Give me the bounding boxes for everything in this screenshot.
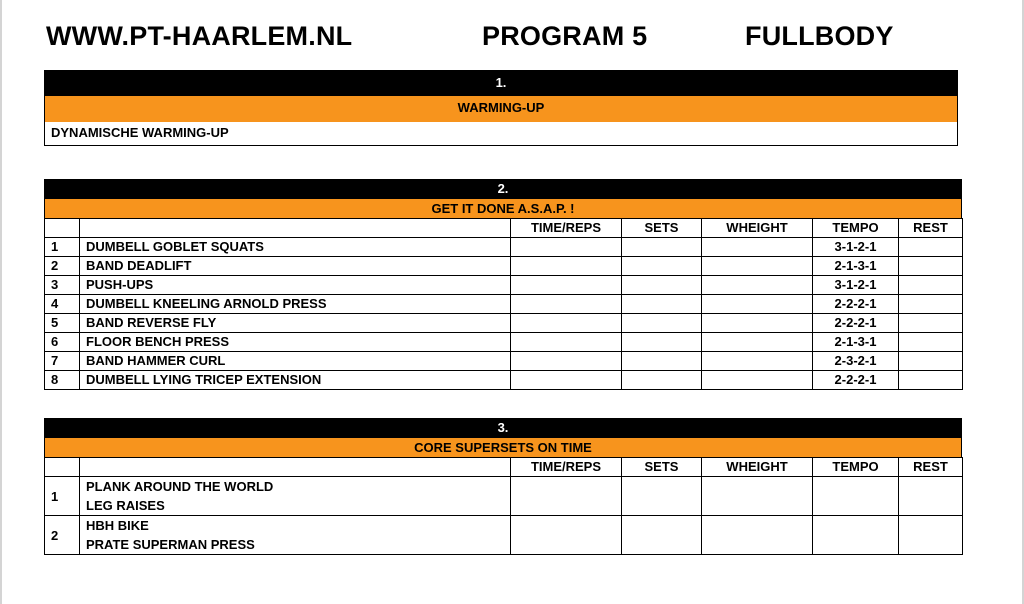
rest-cell (899, 295, 963, 314)
time-reps-cell (511, 238, 622, 257)
row-number: 2 (45, 257, 80, 276)
section-number: 2. (44, 179, 962, 199)
section-title: CORE SUPERSETS ON TIME (44, 438, 962, 457)
sets-cell (622, 314, 702, 333)
tempo-cell (813, 477, 899, 516)
rest-cell (899, 314, 963, 333)
sets-cell (622, 276, 702, 295)
weight-cell (702, 352, 813, 371)
table-row (45, 276, 963, 295)
time-reps-cell (511, 276, 622, 295)
sets-cell (622, 352, 702, 371)
table-row (45, 516, 963, 555)
row-number: 3 (45, 276, 80, 295)
sets-cell (622, 333, 702, 352)
sets-cell (622, 238, 702, 257)
header-sets: SETS (622, 219, 702, 238)
section-main-workout (44, 179, 962, 390)
rest-cell (899, 371, 963, 390)
table-row (45, 238, 963, 257)
superset-exercises (80, 477, 511, 516)
table-row (45, 477, 963, 516)
table-header-row (45, 219, 963, 238)
weight-cell (702, 257, 813, 276)
table-row (45, 333, 963, 352)
tempo-cell: 2-3-2-1 (813, 352, 899, 371)
row-number: 1 (45, 477, 80, 516)
time-reps-cell (511, 295, 622, 314)
header-cell-exercise (80, 458, 511, 477)
table-row (45, 314, 963, 333)
weight-cell (702, 238, 813, 257)
table-row (45, 257, 963, 276)
rest-cell (899, 477, 963, 516)
header-rest: REST (899, 458, 963, 477)
exercise-name: DUMBELL LYING TRICEP EXTENSION (80, 371, 511, 390)
exercise-name-b: LEG RAISES (86, 498, 165, 513)
warming-up-content: DYNAMISCHE WARMING-UP (44, 122, 958, 146)
rest-cell (899, 516, 963, 555)
row-number: 1 (45, 238, 80, 257)
sets-cell (622, 257, 702, 276)
exercise-name-a: PLANK AROUND THE WORLD (86, 479, 274, 494)
weight-cell (702, 477, 813, 516)
rest-cell (899, 276, 963, 295)
time-reps-cell (511, 333, 622, 352)
exercise-name: BAND REVERSE FLY (80, 314, 511, 333)
header-tempo: TEMPO (813, 219, 899, 238)
row-number: 4 (45, 295, 80, 314)
time-reps-cell (511, 352, 622, 371)
section-number: 1. (44, 70, 958, 96)
rest-cell (899, 238, 963, 257)
sets-cell (622, 295, 702, 314)
table-row (45, 295, 963, 314)
weight-cell (702, 314, 813, 333)
weight-cell (702, 276, 813, 295)
section-number: 3. (44, 418, 962, 438)
weight-cell (702, 371, 813, 390)
header-rest: REST (899, 219, 963, 238)
header-cell-num (45, 458, 80, 477)
exercise-name-b: PRATE SUPERMAN PRESS (86, 537, 255, 552)
exercise-name-a: HBH BIKE (86, 518, 149, 533)
tempo-cell: 2-2-2-1 (813, 371, 899, 390)
section-warming-up (44, 70, 958, 146)
header-time-reps: TIME/REPS (511, 458, 622, 477)
section-title: GET IT DONE A.S.A.P. ! (44, 199, 962, 218)
weight-cell (702, 516, 813, 555)
exercise-table (44, 218, 963, 390)
site-url: WWW.PT-HAARLEM.NL (46, 21, 353, 51)
exercise-name: BAND HAMMER CURL (80, 352, 511, 371)
header-cell-num (45, 219, 80, 238)
row-number: 6 (45, 333, 80, 352)
sets-cell (622, 516, 702, 555)
time-reps-cell (511, 477, 622, 516)
time-reps-cell (511, 516, 622, 555)
header-sets: SETS (622, 458, 702, 477)
exercise-name: DUMBELL GOBLET SQUATS (80, 238, 511, 257)
sets-cell (622, 371, 702, 390)
tempo-cell: 3-1-2-1 (813, 276, 899, 295)
program-type: FULLBODY (745, 21, 894, 51)
exercise-name: PUSH-UPS (80, 276, 511, 295)
core-table (44, 457, 963, 555)
tempo-cell: 2-2-2-1 (813, 314, 899, 333)
table-header-row (45, 458, 963, 477)
exercise-name: DUMBELL KNEELING ARNOLD PRESS (80, 295, 511, 314)
table-row (45, 352, 963, 371)
row-number: 7 (45, 352, 80, 371)
rest-cell (899, 352, 963, 371)
header-tempo: TEMPO (813, 458, 899, 477)
row-number: 5 (45, 314, 80, 333)
weight-cell (702, 295, 813, 314)
tempo-cell: 2-1-3-1 (813, 257, 899, 276)
header-cell-exercise (80, 219, 511, 238)
tempo-cell: 2-1-3-1 (813, 333, 899, 352)
program-title: PROGRAM 5 (482, 21, 648, 51)
tempo-cell (813, 516, 899, 555)
section-title: WARMING-UP (44, 96, 958, 122)
time-reps-cell (511, 257, 622, 276)
table-row (45, 371, 963, 390)
exercise-name: BAND DEADLIFT (80, 257, 511, 276)
page-edge-left (0, 0, 2, 604)
row-number: 8 (45, 371, 80, 390)
row-number: 2 (45, 516, 80, 555)
rest-cell (899, 333, 963, 352)
superset-exercises (80, 516, 511, 555)
rest-cell (899, 257, 963, 276)
header-weight: WHEIGHT (702, 458, 813, 477)
section-core-supersets (44, 418, 962, 555)
time-reps-cell (511, 371, 622, 390)
tempo-cell: 3-1-2-1 (813, 238, 899, 257)
exercise-name: FLOOR BENCH PRESS (80, 333, 511, 352)
header-weight: WHEIGHT (702, 219, 813, 238)
weight-cell (702, 333, 813, 352)
time-reps-cell (511, 314, 622, 333)
header-time-reps: TIME/REPS (511, 219, 622, 238)
sets-cell (622, 477, 702, 516)
tempo-cell: 2-2-2-1 (813, 295, 899, 314)
